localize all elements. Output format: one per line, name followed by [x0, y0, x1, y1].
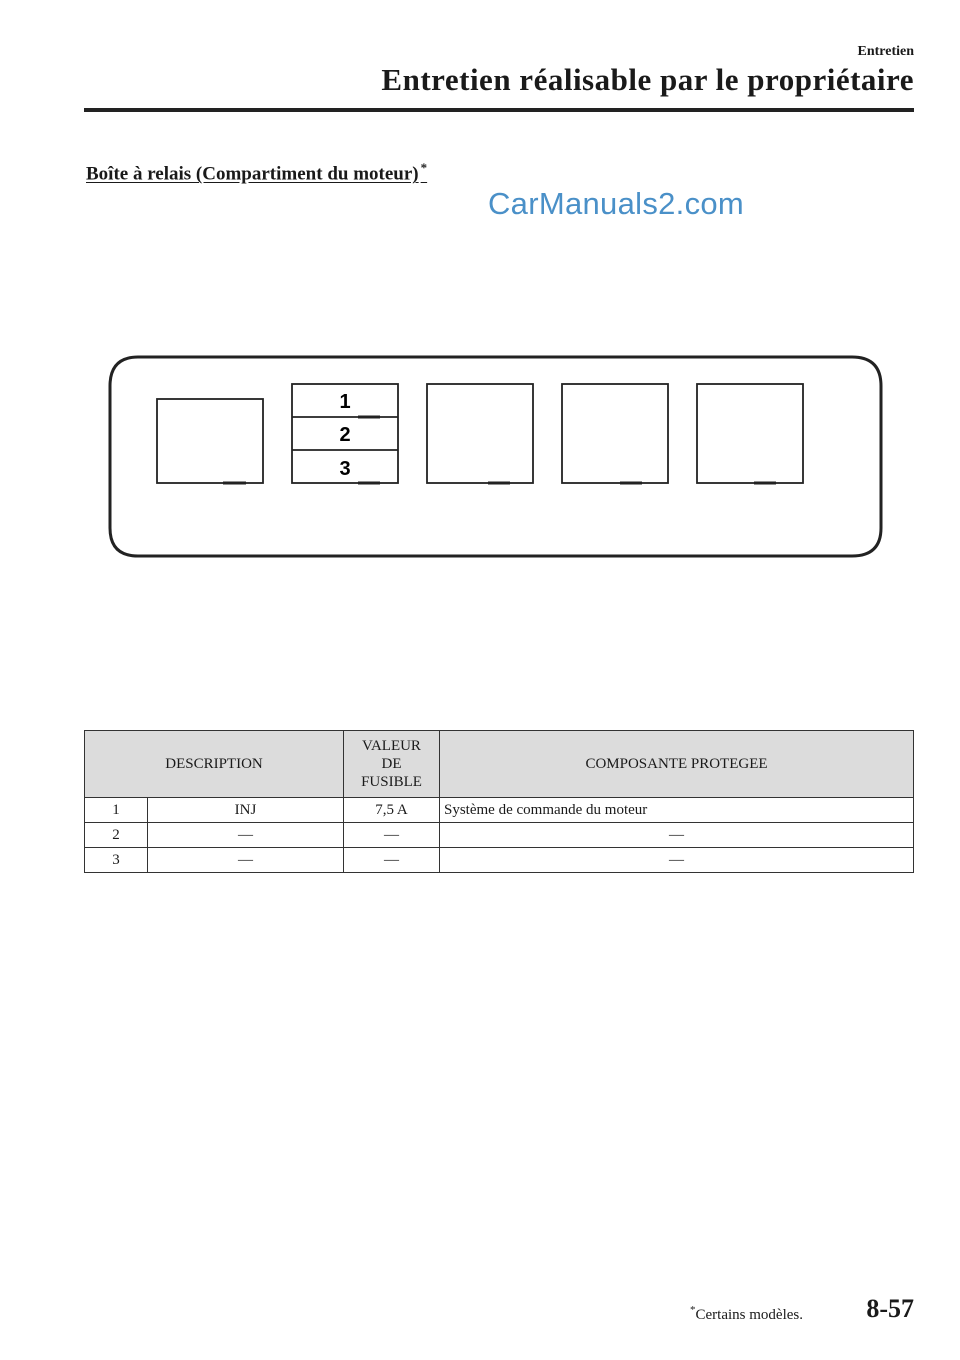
header-value-line1: VALEUR: [362, 738, 421, 754]
header-description: DESCRIPTION: [85, 731, 344, 798]
row-number: 2: [85, 823, 148, 848]
asterisk-icon: *: [690, 1304, 696, 1316]
fuse-label-1: 1: [339, 391, 351, 413]
table-row: [85, 823, 914, 848]
relay-slot-1: [157, 399, 263, 483]
header-value-line2: DE: [381, 756, 402, 772]
page-number: 8-57: [866, 1294, 914, 1323]
relay-slot-4: [697, 384, 803, 483]
page-title: Entretien réalisable par le propriétaire: [381, 62, 914, 97]
row-value: 7,5 A: [344, 798, 440, 823]
table-header-row: [85, 731, 914, 798]
header-value: [344, 731, 440, 798]
watermark: CarManuals2.com: [488, 186, 745, 221]
section-title-text: Boîte à relais (Compartiment du moteur): [86, 163, 419, 185]
row-description: —: [148, 848, 344, 873]
table-row: [85, 848, 914, 873]
relay-slot-2: [427, 384, 533, 483]
fuse-label-2: 2: [339, 424, 351, 446]
row-description: —: [148, 823, 344, 848]
row-component: Système de commande du moteur: [440, 798, 914, 823]
asterisk-icon: *: [420, 160, 428, 175]
header-rule: [84, 108, 914, 112]
section-title: [86, 160, 427, 185]
row-number: 1: [85, 798, 148, 823]
header-value-line3: FUSIBLE: [361, 774, 422, 790]
row-value: —: [344, 823, 440, 848]
fuse-table: [84, 730, 914, 873]
header-component: COMPOSANTE PROTEGEE: [440, 731, 914, 798]
chapter-label: Entretien: [857, 44, 914, 59]
table-row: [85, 798, 914, 823]
footer-note: [690, 1304, 803, 1324]
row-number: 3: [85, 848, 148, 873]
row-description: INJ: [148, 798, 344, 823]
row-value: —: [344, 848, 440, 873]
footer-note-text: Certains modèles.: [695, 1307, 803, 1323]
relay-box-diagram: [108, 354, 884, 560]
row-component: —: [440, 823, 914, 848]
fuse-label-3: 3: [339, 458, 351, 480]
relay-slot-3: [562, 384, 668, 483]
row-component: —: [440, 848, 914, 873]
relay-box-outline: [110, 357, 881, 556]
